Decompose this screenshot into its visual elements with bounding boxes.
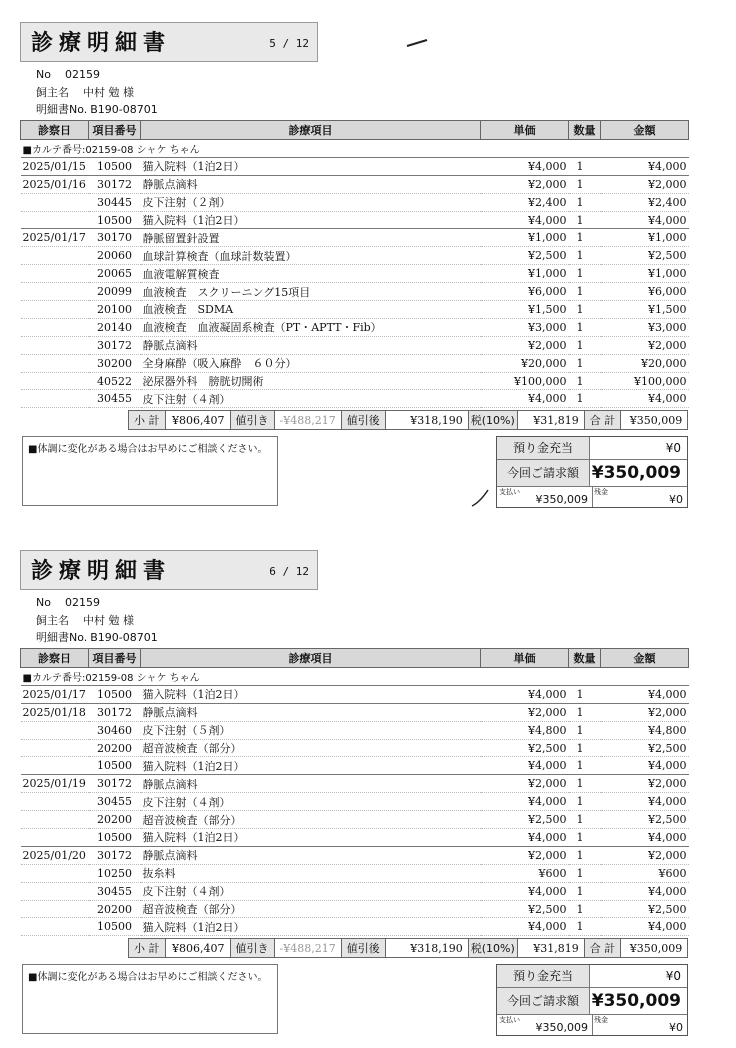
cell-amount: ¥1,000	[601, 229, 689, 247]
cell-qty: 1	[569, 354, 601, 372]
cell-price: ¥1,000	[481, 265, 569, 283]
cell-qty: 1	[569, 864, 601, 882]
discount-value: -¥488,217	[274, 939, 341, 958]
cell-price: ¥2,000	[481, 846, 569, 864]
statement-page	[0, 0, 736, 520]
deposit-label: 預り金充当	[497, 437, 590, 459]
balance-amount: ¥0	[669, 1021, 683, 1034]
discount-label: 値引き	[230, 939, 274, 958]
summary-row	[128, 938, 688, 958]
column-header: 単価	[481, 649, 569, 668]
cell-amount: ¥2,500	[601, 739, 689, 757]
table-row	[21, 390, 689, 408]
cell-code: 20140	[89, 318, 141, 336]
cell-code: 30455	[89, 793, 141, 811]
statement-number	[36, 101, 158, 117]
cell-date: 2025/01/17	[21, 685, 89, 703]
cell-price: ¥2,500	[481, 900, 569, 918]
cell-qty: 1	[569, 247, 601, 265]
cell-item: 皮下注射（４剤）	[141, 390, 481, 408]
cell-code: 20100	[89, 301, 141, 319]
cell-code: 10500	[89, 757, 141, 775]
column-header: 項目番号	[89, 121, 141, 140]
statement-page	[0, 528, 736, 1048]
balance-label: 残金	[594, 1016, 608, 1024]
cell-date: 2025/01/16	[21, 175, 89, 193]
table-row	[21, 900, 689, 918]
cell-qty: 1	[569, 175, 601, 193]
cell-price: ¥2,500	[481, 811, 569, 829]
cell-date	[21, 918, 89, 936]
cell-price: ¥20,000	[481, 354, 569, 372]
billing-row	[497, 460, 687, 487]
table-row	[21, 193, 689, 211]
cell-code: 30445	[89, 193, 141, 211]
subtotal-value: ¥806,407	[165, 939, 230, 958]
cell-date	[21, 354, 89, 372]
scan-mark	[405, 38, 429, 48]
table-row	[21, 864, 689, 882]
cell-price: ¥2,000	[481, 336, 569, 354]
cell-item: 超音波検査（部分）	[141, 739, 481, 757]
table-row	[21, 775, 689, 793]
cell-item: 血液電解質検査	[141, 265, 481, 283]
column-header: 診察日	[21, 121, 89, 140]
cell-price: ¥4,800	[481, 721, 569, 739]
cell-price: ¥1,000	[481, 229, 569, 247]
cell-item: 皮下注射（２剤）	[141, 193, 481, 211]
table-row	[21, 157, 689, 175]
statement-number-label: 明細書No.	[36, 631, 88, 644]
paid-label: 支払い	[499, 488, 520, 496]
deposit-value: ¥0	[665, 441, 681, 455]
cell-date	[21, 193, 89, 211]
cell-amount: ¥4,000	[601, 390, 689, 408]
cell-code: 30455	[89, 882, 141, 900]
statement-number-value: B190-08701	[90, 631, 158, 644]
cell-price: ¥4,000	[481, 793, 569, 811]
total-label: 合 計	[584, 939, 621, 958]
cell-item: 皮下注射（５剤）	[141, 721, 481, 739]
cell-date	[21, 318, 89, 336]
cell-item: 猫入院料（1泊2日）	[141, 918, 481, 936]
cell-price: ¥2,000	[481, 703, 569, 721]
discount-label: 値引き	[230, 411, 274, 430]
cell-qty: 1	[569, 283, 601, 301]
table-row	[21, 829, 689, 847]
balance-amount: ¥0	[669, 493, 683, 506]
cell-qty: 1	[569, 211, 601, 229]
cell-amount: ¥4,800	[601, 721, 689, 739]
cell-code: 30460	[89, 721, 141, 739]
table-row	[21, 685, 689, 703]
cell-amount: ¥2,500	[601, 900, 689, 918]
cell-price: ¥6,000	[481, 283, 569, 301]
cell-code: 10500	[89, 829, 141, 847]
billing-amount: ¥350,009	[591, 991, 681, 1011]
cell-amount: ¥2,000	[601, 846, 689, 864]
cell-amount: ¥3,000	[601, 318, 689, 336]
after-discount-label: 値引後	[341, 939, 385, 958]
cell-item: 静脈点滴料	[141, 703, 481, 721]
cell-date	[21, 265, 89, 283]
record-number-value: 02159	[64, 596, 100, 609]
title-box	[20, 22, 318, 62]
cell-code: 10500	[89, 918, 141, 936]
payment-row	[497, 487, 687, 507]
cell-date: 2025/01/15	[21, 157, 89, 175]
billing-amount: ¥350,009	[591, 463, 681, 483]
cell-date	[21, 882, 89, 900]
cell-qty: 1	[569, 336, 601, 354]
cell-qty: 1	[569, 775, 601, 793]
cell-code: 10250	[89, 864, 141, 882]
statement-number-value: B190-08701	[90, 103, 158, 116]
cell-item: 皮下注射（４剤）	[141, 882, 481, 900]
cell-price: ¥2,400	[481, 193, 569, 211]
column-header: 項目番号	[89, 649, 141, 668]
cell-code: 30172	[89, 846, 141, 864]
cell-price: ¥4,000	[481, 211, 569, 229]
cell-qty: 1	[569, 685, 601, 703]
column-header: 数量	[569, 649, 601, 668]
cell-item: 静脈点滴料	[141, 175, 481, 193]
tax-label: 税(10%)	[468, 411, 517, 430]
table-row	[21, 721, 689, 739]
cell-item: 抜糸料	[141, 864, 481, 882]
cell-qty: 1	[569, 721, 601, 739]
column-header: 単価	[481, 121, 569, 140]
cell-code: 20200	[89, 811, 141, 829]
cell-code: 20065	[89, 265, 141, 283]
statement-number	[36, 629, 158, 645]
owner-name: 中村 勉 様	[83, 614, 134, 627]
scan-mark	[470, 488, 490, 508]
cell-item: 血液検査 SDMA	[141, 301, 481, 319]
cell-amount: ¥4,000	[601, 918, 689, 936]
cell-qty: 1	[569, 829, 601, 847]
subtotal-value: ¥806,407	[165, 411, 230, 430]
cell-code: 20060	[89, 247, 141, 265]
cell-date	[21, 721, 89, 739]
cell-code: 20200	[89, 900, 141, 918]
cell-code: 10500	[89, 211, 141, 229]
cell-code: 30172	[89, 775, 141, 793]
cell-item: 猫入院料（1泊2日）	[141, 757, 481, 775]
table-row	[21, 229, 689, 247]
record-number	[36, 596, 100, 609]
health-note: ■体調に変化がある場合はお早めにご相談ください。	[22, 964, 278, 1034]
cell-qty: 1	[569, 811, 601, 829]
after-discount-label: 値引後	[341, 411, 385, 430]
cell-code: 10500	[89, 157, 141, 175]
cell-item: 血液検査 血液凝固系検査（PT・APTT・Fib）	[141, 318, 481, 336]
record-number-label: No	[36, 68, 51, 81]
cell-qty: 1	[569, 739, 601, 757]
cell-qty: 1	[569, 301, 601, 319]
table-row	[21, 283, 689, 301]
tax-label: 税(10%)	[468, 939, 517, 958]
cell-amount: ¥1,000	[601, 265, 689, 283]
discount-value: -¥488,217	[274, 411, 341, 430]
deposit-label: 預り金充当	[497, 965, 590, 987]
cell-qty: 1	[569, 193, 601, 211]
cell-item: 猫入院料（1泊2日）	[141, 211, 481, 229]
table-row	[21, 354, 689, 372]
balance-label: 残金	[594, 488, 608, 496]
statement-number-label: 明細書No.	[36, 103, 88, 116]
table-row	[21, 318, 689, 336]
column-header: 診療項目	[141, 121, 481, 140]
table-row	[21, 846, 689, 864]
karte-number: ■カルテ番号:02159-08 シャケ ちゃん	[22, 672, 200, 684]
cell-qty: 1	[569, 318, 601, 336]
cell-amount: ¥4,000	[601, 793, 689, 811]
cell-qty: 1	[569, 157, 601, 175]
owner-name: 中村 勉 様	[83, 86, 134, 99]
tax-value: ¥31,819	[517, 411, 584, 430]
record-number-value: 02159	[64, 68, 100, 81]
items-table	[20, 120, 689, 408]
cell-amount: ¥4,000	[601, 829, 689, 847]
items-table	[20, 648, 689, 936]
cell-amount: ¥4,000	[601, 757, 689, 775]
cell-price: ¥2,500	[481, 739, 569, 757]
cell-price: ¥4,000	[481, 918, 569, 936]
billing-row	[497, 988, 687, 1015]
cell-date: 2025/01/17	[21, 229, 89, 247]
cell-item: 皮下注射（４剤）	[141, 793, 481, 811]
cell-item: 血球計算検査（血球計数装置）	[141, 247, 481, 265]
cell-amount: ¥2,000	[601, 336, 689, 354]
cell-qty: 1	[569, 265, 601, 283]
cell-code: 30172	[89, 175, 141, 193]
cell-price: ¥1,500	[481, 301, 569, 319]
cell-code: 30200	[89, 354, 141, 372]
cell-qty: 1	[569, 390, 601, 408]
table-row	[21, 739, 689, 757]
column-header: 診察日	[21, 649, 89, 668]
karte-number: ■カルテ番号:02159-08 シャケ ちゃん	[22, 144, 200, 156]
column-header: 金額	[601, 121, 689, 140]
cell-item: 全身麻酔（吸入麻酔 ６０分）	[141, 354, 481, 372]
paid-label: 支払い	[499, 1016, 520, 1024]
after-discount-value: ¥318,190	[385, 939, 468, 958]
cell-date	[21, 793, 89, 811]
cell-item: 血液検査 スクリーニング15項目	[141, 283, 481, 301]
owner-label: 飼主名	[36, 614, 69, 627]
cell-code: 40522	[89, 372, 141, 390]
table-row	[21, 247, 689, 265]
cell-amount: ¥4,000	[601, 882, 689, 900]
cell-code: 30455	[89, 390, 141, 408]
billing-box	[496, 964, 688, 1036]
cell-date	[21, 211, 89, 229]
table-row	[21, 372, 689, 390]
cell-date	[21, 283, 89, 301]
cell-date: 2025/01/18	[21, 703, 89, 721]
table-row	[21, 703, 689, 721]
cell-price: ¥4,000	[481, 757, 569, 775]
cell-price: ¥2,000	[481, 775, 569, 793]
cell-amount: ¥2,000	[601, 175, 689, 193]
cell-date	[21, 739, 89, 757]
title-box	[20, 550, 318, 590]
cell-item: 超音波検査（部分）	[141, 900, 481, 918]
record-number-label: No	[36, 596, 51, 609]
paid-amount: ¥350,009	[535, 493, 588, 506]
billing-box	[496, 436, 688, 508]
cell-price: ¥4,000	[481, 157, 569, 175]
cell-amount: ¥4,000	[601, 685, 689, 703]
cell-price: ¥2,500	[481, 247, 569, 265]
cell-amount: ¥2,000	[601, 775, 689, 793]
cell-qty: 1	[569, 703, 601, 721]
cell-item: 超音波検査（部分）	[141, 811, 481, 829]
table-row	[21, 918, 689, 936]
paid-amount: ¥350,009	[535, 1021, 588, 1034]
cell-amount: ¥6,000	[601, 283, 689, 301]
owner-label: 飼主名	[36, 86, 69, 99]
summary-row	[128, 410, 688, 430]
cell-code: 30172	[89, 336, 141, 354]
cell-qty: 1	[569, 846, 601, 864]
cell-item: 静脈点滴料	[141, 775, 481, 793]
subtotal-label: 小 計	[129, 411, 166, 430]
cell-date	[21, 372, 89, 390]
cell-date: 2025/01/20	[21, 846, 89, 864]
cell-price: ¥600	[481, 864, 569, 882]
cell-item: 静脈点滴料	[141, 846, 481, 864]
cell-date	[21, 757, 89, 775]
owner	[36, 612, 134, 628]
cell-price: ¥4,000	[481, 685, 569, 703]
cell-qty: 1	[569, 229, 601, 247]
cell-item: 静脈点滴料	[141, 336, 481, 354]
cell-item: 静脈留置針設置	[141, 229, 481, 247]
cell-qty: 1	[569, 918, 601, 936]
cell-qty: 1	[569, 372, 601, 390]
health-note: ■体調に変化がある場合はお早めにご相談ください。	[22, 436, 278, 506]
cell-code: 20099	[89, 283, 141, 301]
table-row	[21, 811, 689, 829]
table-row	[21, 211, 689, 229]
tax-value: ¥31,819	[517, 939, 584, 958]
cell-price: ¥4,000	[481, 829, 569, 847]
record-number	[36, 68, 100, 81]
total-value: ¥350,009	[621, 939, 688, 958]
deposit-value: ¥0	[665, 969, 681, 983]
cell-date	[21, 811, 89, 829]
cell-qty: 1	[569, 882, 601, 900]
cell-amount: ¥2,500	[601, 247, 689, 265]
cell-price: ¥4,000	[481, 390, 569, 408]
cell-qty: 1	[569, 900, 601, 918]
cell-code: 30172	[89, 703, 141, 721]
cell-code: 30170	[89, 229, 141, 247]
table-row	[21, 793, 689, 811]
cell-date: 2025/01/19	[21, 775, 89, 793]
cell-amount: ¥100,000	[601, 372, 689, 390]
column-header: 数量	[569, 121, 601, 140]
cell-date	[21, 390, 89, 408]
billing-label: 今回ご請求額	[497, 460, 590, 486]
cell-qty: 1	[569, 793, 601, 811]
cell-date	[21, 247, 89, 265]
cell-amount: ¥2,500	[601, 811, 689, 829]
total-label: 合 計	[584, 411, 621, 430]
cell-item: 泌尿器外科 膀胱切開術	[141, 372, 481, 390]
column-header: 診療項目	[141, 649, 481, 668]
column-header: 金額	[601, 649, 689, 668]
billing-label: 今回ご請求額	[497, 988, 590, 1014]
cell-item: 猫入院料（1泊2日）	[141, 157, 481, 175]
cell-amount: ¥1,500	[601, 301, 689, 319]
cell-amount: ¥600	[601, 864, 689, 882]
cell-date	[21, 900, 89, 918]
table-row	[21, 301, 689, 319]
page-title: 診療明細書	[31, 559, 172, 584]
page-number: 6 / 12	[269, 565, 309, 578]
cell-amount: ¥4,000	[601, 211, 689, 229]
deposit-row	[497, 437, 687, 460]
table-row	[21, 265, 689, 283]
table-row	[21, 882, 689, 900]
cell-date	[21, 336, 89, 354]
page-title: 診療明細書	[31, 31, 172, 56]
payment-row	[497, 1015, 687, 1035]
cell-amount: ¥4,000	[601, 157, 689, 175]
cell-item: 猫入院料（1泊2日）	[141, 685, 481, 703]
total-value: ¥350,009	[621, 411, 688, 430]
cell-date	[21, 864, 89, 882]
after-discount-value: ¥318,190	[385, 411, 468, 430]
table-header	[21, 649, 689, 668]
table-row	[21, 757, 689, 775]
page-number: 5 / 12	[269, 37, 309, 50]
owner	[36, 84, 134, 100]
cell-amount: ¥2,400	[601, 193, 689, 211]
cell-date	[21, 301, 89, 319]
subtotal-label: 小 計	[129, 939, 166, 958]
table-row	[21, 336, 689, 354]
cell-price: ¥100,000	[481, 372, 569, 390]
table-header	[21, 121, 689, 140]
cell-price: ¥4,000	[481, 882, 569, 900]
cell-qty: 1	[569, 757, 601, 775]
cell-price: ¥2,000	[481, 175, 569, 193]
table-row	[21, 175, 689, 193]
cell-date	[21, 829, 89, 847]
cell-code: 10500	[89, 685, 141, 703]
cell-code: 20200	[89, 739, 141, 757]
cell-price: ¥3,000	[481, 318, 569, 336]
deposit-row	[497, 965, 687, 988]
cell-item: 猫入院料（1泊2日）	[141, 829, 481, 847]
cell-amount: ¥2,000	[601, 703, 689, 721]
cell-amount: ¥20,000	[601, 354, 689, 372]
